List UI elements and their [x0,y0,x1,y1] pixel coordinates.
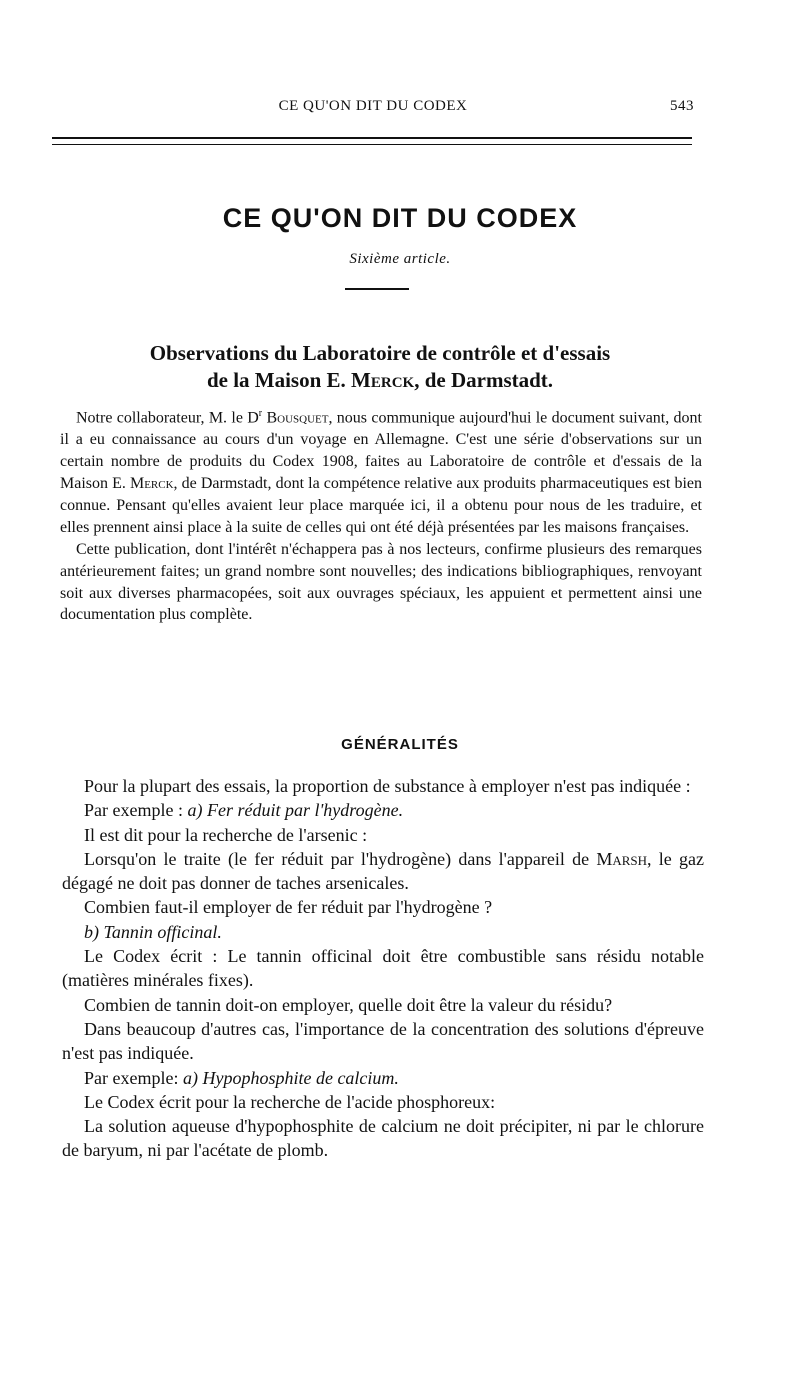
header-rule-thin [52,144,692,145]
intro-p1-sup: r [258,408,263,419]
gen-paragraph-11: Le Codex écrit pour la recherche de l'acide phosphoreux: [84,1091,496,1112]
intro-text [60,403,702,626]
title-divider [345,288,409,290]
intro-paragraph-2: Cette publication, dont l'intérêt n'échappera pas à nos lecteurs, confirme plusieurs des remarques antérieurement faites; un grand nombre sont nouvelles; des indications bibliographiques, renvoyant soit aux diverses pharmacopées, soit aux ouvrages spéciaux, les appuient et permettent ainsi une documentation plus complète. [60,540,702,624]
generalites-heading: GÉNÉRALITÉS [341,736,459,753]
heading-company-name: Merck [351,368,415,392]
intro-paragraph-1 [60,403,702,539]
generalites-body [62,774,704,1163]
gen-paragraph-3: Il est dit pour la recherche de l'arsenic : [84,824,368,845]
gen-paragraph-7: Le Codex écrit : Le tannin officinal doit être combustible sans résidu notable (matières minérales fixes). [62,946,704,991]
intro-p1-c: , de Darmstadt, dont la compétence relative aux produits pharmaceutiques est bien connue. Pensant qu'elles avaient leur place marquée ici, il a obtenu pour nous de les traduire, et elles prennent ainsi place à la suite de celles qui ont été déjà présentées par les maisons françaises. [60,475,702,536]
gen-paragraph-8: Combien de tannin doit-on employer, quelle doit être la valeur du résidu? [84,994,613,1015]
gen-p4-a: Lorsqu'on le traite (le fer réduit par l'hydrogène) dans l'appareil de [84,848,597,869]
gen-paragraph-6 [62,920,704,944]
gen-paragraph-5: Combien faut-il employer de fer réduit par l'hydrogène ? [84,897,493,918]
gen-p2-letter: a) [187,800,203,821]
gen-p10-letter: a) [182,1067,198,1088]
article-subtitle: Sixième article. [349,251,451,267]
gen-p4-name: Marsh [596,848,648,869]
intro-p1-name: Bousquet [266,409,329,427]
gen-p10-italic: Hypophosphite de calcium. [197,1067,399,1088]
header-rule-thick [52,137,692,139]
section-heading-line2 [60,367,700,394]
gen-p6-italic: Tannin officinal. [99,921,222,942]
running-header [52,98,694,122]
gen-paragraph-9: Dans beaucoup d'autres cas, l'importance de la concentration des solutions d'épreuve n'est pas indiquée. [62,1018,704,1064]
gen-p10-pre: Par exemple: [84,1067,183,1088]
heading-line2-pre: de la Maison E. [206,368,346,392]
page-number: 543 [670,98,694,114]
gen-p2-italic: Fer réduit par l'hydrogène. [202,800,404,821]
gen-paragraph-10 [62,1066,704,1090]
gen-paragraph-2 [62,798,704,822]
section-heading-line1: Observations du Laboratoire de contrôle et d'essais [149,341,611,365]
intro-p1-b: , nous communique aujourd'hui le document suivant, dont il a eu connaissance au cours d'un voyage en Allemagne. C'est une série d'observations sur un certain nombre de produits du Codex 1908, faites au Laboratoire de contrôle et d'essais de la Maison E. [60,409,702,493]
gen-p6-letter: b) [84,921,99,942]
gen-paragraph-4 [62,847,704,896]
gen-p4-b: , le gaz dégagé ne doit pas donner de taches arsenicales. [62,848,704,894]
article-title: CE QU'ON DIT DU CODEX [222,203,578,233]
heading-line2-post: , de Darmstadt. [414,368,554,392]
running-header-title: CE QU'ON DIT DU CODEX [278,98,468,114]
gen-paragraph-12: La solution aqueuse d'hypophosphite de calcium ne doit précipiter, ni par le chlorure de baryum, ni par l'acétate de plomb. [62,1116,704,1161]
intro-p1-a: Notre collaborateur, M. le D [76,409,259,427]
intro-p1-name2: Merck [129,475,174,493]
gen-p2-pre: Par exemple : [84,800,188,821]
gen-paragraph-1: Pour la plupart des essais, la proportion de substance à employer n'est pas indiquée : [84,776,691,796]
section-heading [60,340,700,394]
